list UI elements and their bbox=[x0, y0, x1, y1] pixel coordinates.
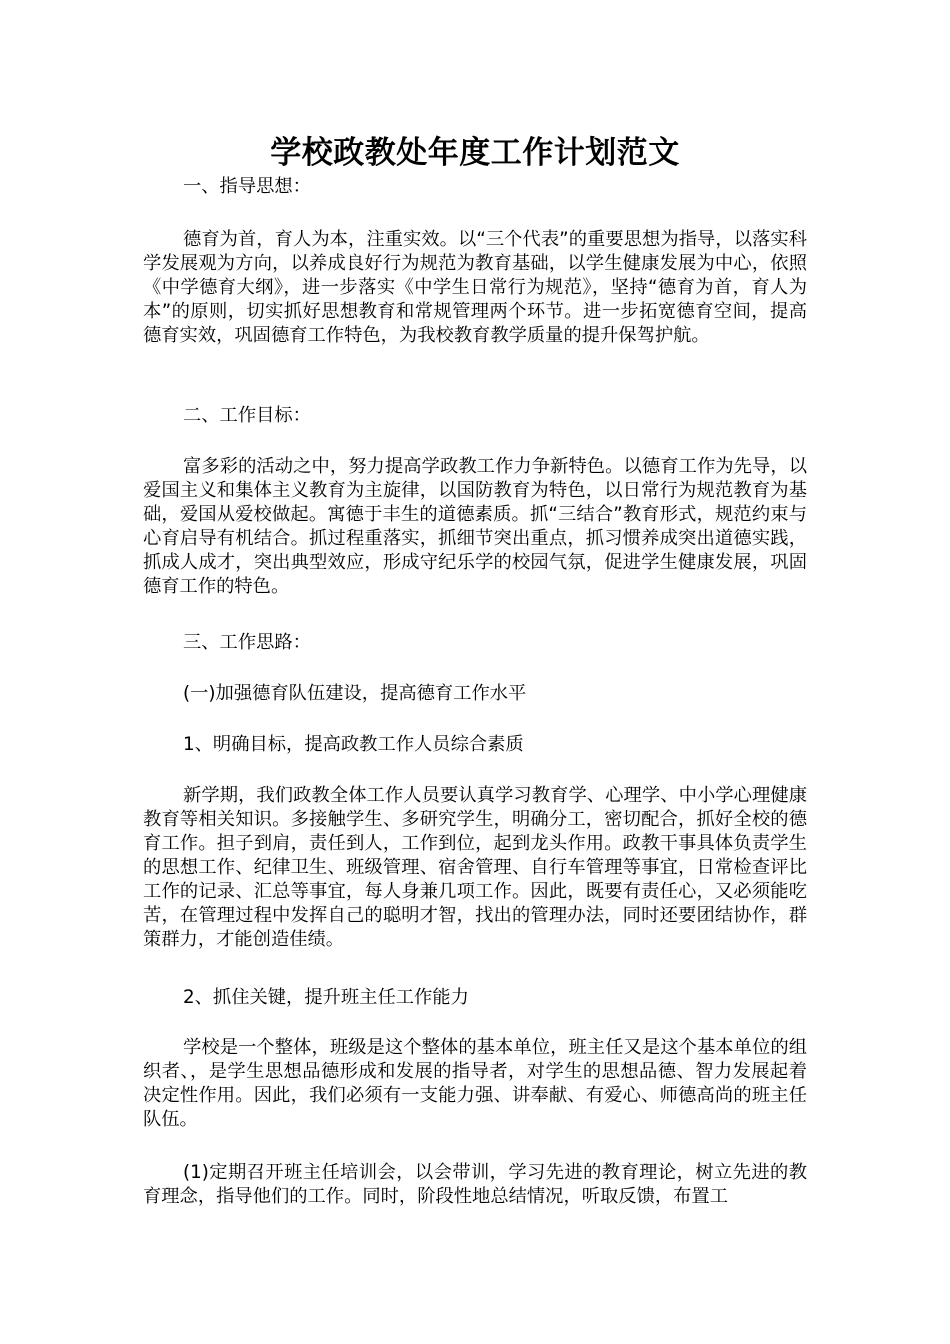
paragraph-training-meetings: (1)定期召开班主任培训会，以会带训，学习先进的教育理论，树立先进的教育理念，指导他们的工作。同时，阶段性地总结情况，听取反馈，布置工 bbox=[143, 1162, 807, 1207]
item-heading-clarify-goals: 1、明确目标，提高政教工作人员综合素质 bbox=[183, 734, 524, 755]
paragraph-clarify-goals: 新学期，我们政教全体工作人员要认真学习教育学、心理学、中小学心理健康教育等相关知识。多接触学生、多研究学生，明确分工，密切配合，抓好全校的德育工作。担子到肩，责任到人，工作到位，起到龙头作用。政教干事具体负责学生的思想工作、纪律卫生、班级管理、宿舍管理、自行车管理等事宜，日常检查评比工作的记录、汇总等事宜，每人身兼几项工作。因此，既要有责任心，又必须能吃苦，在管理过程中发挥自己的聪明才智，找出的管理办法，同时还要团结协作，群策群力，才能创造佳绩。 bbox=[143, 785, 807, 950]
section-heading-guiding-ideology: 一、指导思想： bbox=[183, 176, 311, 197]
section-heading-work-approach: 三、工作思路： bbox=[183, 632, 311, 653]
document-title: 学校政教处年度工作计划范文 bbox=[270, 135, 680, 171]
item-heading-key-points: 2、抓住关键，提升班主任工作能力 bbox=[183, 987, 469, 1008]
paragraph-guiding-ideology: 德育为首，育人为本，注重实效。以“三个代表”的重要思想为指导，以落实科学发展观为方向，以养成良好行为规范为教育基础，以学生健康发展为中心，依照《中学德育大纲》，进一步落实《中学生日常行为规范》，坚持“德育为首，育人为本”的原则，切实抓好思想教育和常规管理两个环节。进一步拓宽德育空间，提高德育实效，巩固德育工作特色，为我校教育教学质量的提升保驾护航。 bbox=[143, 229, 807, 346]
section-heading-work-goals: 二、工作目标： bbox=[183, 405, 311, 426]
subsection-heading-moral-team: (一)加强德育队伍建设，提高德育工作水平 bbox=[183, 683, 527, 704]
paragraph-key-points: 学校是一个整体，班级是这个整体的基本单位，班主任又是这个基本单位的组织者、，是学生思想品德形成和发展的指导者，对学生的思想品德、智力发展起着决定性作用。因此，我们必须有一支能力强、讲奉献、有爱心、师德高尚的班主任队伍。 bbox=[143, 1037, 807, 1130]
paragraph-work-goals: 富多彩的活动之中，努力提高学政教工作力争新特色。以德育工作为先导，以爱国主义和集体主义教育为主旋律，以国防教育为特色，以日常行为规范教育为基础，爱国从爱校做起。寓德于丰生的道德素质。抓“三结合”教育形式，规范约束与心育启导有机结合。抓过程重落实，抓细节突出重点，抓习惯养成突出道德实践，抓成人成才，突出典型效应，形成守纪乐学的校园气氛，促进学生健康发展，巩固德育工作的特色。 bbox=[143, 456, 807, 597]
